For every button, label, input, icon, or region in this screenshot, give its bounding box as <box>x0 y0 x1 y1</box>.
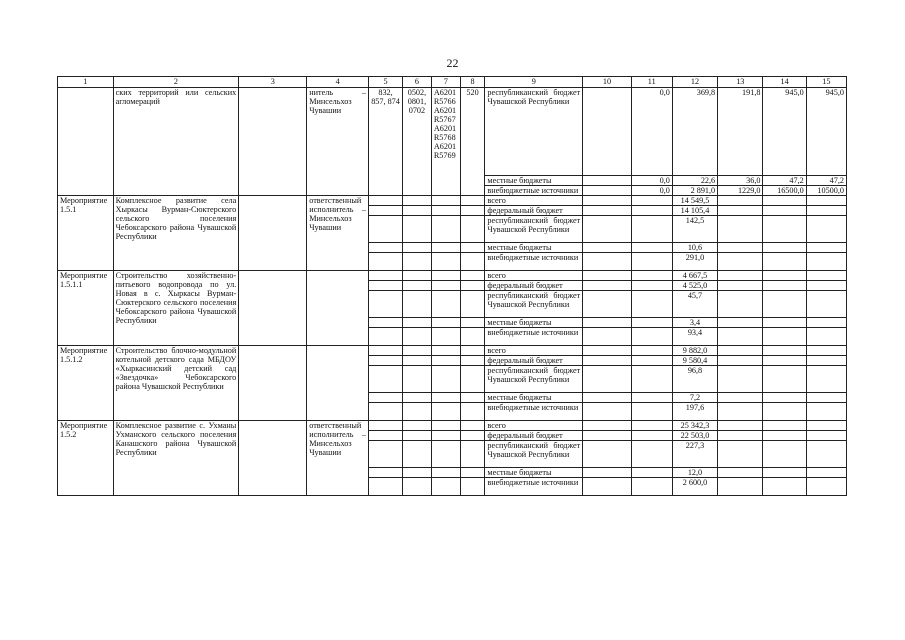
value-cell: 10500,0 <box>806 186 846 196</box>
empty-cell <box>631 393 672 403</box>
value-cell: 945,0 <box>763 88 806 176</box>
funding-source-cell: федеральный бюджет <box>485 281 583 291</box>
header-cell-4: 4 <box>307 77 369 88</box>
header-cell-7: 7 <box>431 77 460 88</box>
value-cell: 22 503,0 <box>672 431 717 441</box>
empty-cell <box>718 393 763 403</box>
empty-cell <box>403 291 432 318</box>
empty-cell <box>239 88 307 196</box>
empty-cell <box>369 281 403 291</box>
executor-cell <box>307 271 369 346</box>
empty-cell <box>369 291 403 318</box>
header-cell-2: 2 <box>113 77 239 88</box>
header-cell-9: 9 <box>485 77 583 88</box>
header-cell-13: 13 <box>718 77 763 88</box>
empty-cell <box>718 318 763 328</box>
empty-cell <box>403 216 432 243</box>
empty-cell <box>369 431 403 441</box>
empty-cell <box>583 328 631 346</box>
empty-cell <box>583 346 631 356</box>
empty-cell <box>369 346 403 356</box>
empty-cell <box>631 356 672 366</box>
empty-cell <box>763 468 806 478</box>
header-cell-5: 5 <box>369 77 403 88</box>
empty-cell <box>718 478 763 496</box>
empty-cell <box>583 393 631 403</box>
empty-cell <box>583 468 631 478</box>
empty-cell <box>583 186 631 196</box>
empty-cell <box>583 441 631 468</box>
empty-cell <box>631 346 672 356</box>
empty-cell <box>718 281 763 291</box>
empty-cell <box>460 421 485 431</box>
empty-cell <box>431 196 460 206</box>
value-cell: 45,7 <box>672 291 717 318</box>
empty-cell <box>806 196 846 206</box>
empty-cell <box>403 366 432 393</box>
empty-cell <box>718 253 763 271</box>
funding-source-cell: всего <box>485 271 583 281</box>
empty-cell <box>583 318 631 328</box>
value-cell: 1229,0 <box>718 186 763 196</box>
empty-cell <box>460 253 485 271</box>
empty-cell <box>460 403 485 421</box>
empty-cell <box>403 356 432 366</box>
label-cell <box>58 88 114 196</box>
empty-cell <box>718 441 763 468</box>
value-cell: 93,4 <box>672 328 717 346</box>
empty-cell <box>460 206 485 216</box>
value-cell: 25 342,3 <box>672 421 717 431</box>
empty-cell <box>460 393 485 403</box>
event-label-cell: Мероприятие 1.5.1.1 <box>58 271 114 346</box>
funding-source-cell: республиканский бюджет Чувашской Республики <box>485 441 583 468</box>
empty-cell <box>806 216 846 243</box>
value-cell: 47,2 <box>806 176 846 186</box>
value-cell: 12,0 <box>672 468 717 478</box>
empty-cell <box>460 281 485 291</box>
empty-cell <box>369 403 403 421</box>
empty-cell <box>583 431 631 441</box>
value-cell: 36,0 <box>718 176 763 186</box>
empty-cell <box>403 281 432 291</box>
empty-cell <box>431 281 460 291</box>
empty-cell <box>403 431 432 441</box>
empty-cell <box>763 393 806 403</box>
empty-cell <box>431 243 460 253</box>
empty-cell <box>431 468 460 478</box>
code-cell: 0502, 0801, 0702 <box>403 88 432 196</box>
value-cell: 291,0 <box>672 253 717 271</box>
value-cell: 369,8 <box>672 88 717 176</box>
empty-cell <box>763 281 806 291</box>
empty-cell <box>718 431 763 441</box>
header-row <box>58 77 847 88</box>
funding-source-cell: местные бюджеты <box>485 468 583 478</box>
value-cell: 2 891,0 <box>672 186 717 196</box>
table-row <box>58 271 847 281</box>
empty-cell <box>631 253 672 271</box>
value-cell: 14 105,4 <box>672 206 717 216</box>
empty-cell <box>806 441 846 468</box>
empty-cell <box>718 403 763 421</box>
funding-source-cell: республиканский бюджет Чувашской Республики <box>485 88 583 176</box>
empty-cell <box>403 243 432 253</box>
value-cell: 945,0 <box>806 88 846 176</box>
empty-cell <box>403 346 432 356</box>
empty-cell <box>369 366 403 393</box>
empty-cell <box>583 196 631 206</box>
empty-cell <box>583 88 631 176</box>
value-cell: 14 549,5 <box>672 196 717 206</box>
empty-cell <box>806 346 846 356</box>
empty-cell <box>369 328 403 346</box>
funding-source-cell: федеральный бюджет <box>485 206 583 216</box>
empty-cell <box>631 366 672 393</box>
event-label-cell: Мероприятие 1.5.1 <box>58 196 114 271</box>
empty-cell <box>718 421 763 431</box>
empty-cell <box>431 403 460 421</box>
page-number: 22 <box>446 56 459 70</box>
empty-cell <box>806 468 846 478</box>
empty-cell <box>763 206 806 216</box>
funding-source-cell: республиканский бюджет Чувашской Республики <box>485 366 583 393</box>
empty-cell <box>631 421 672 431</box>
empty-cell <box>403 271 432 281</box>
value-cell: 0,0 <box>631 186 672 196</box>
empty-cell <box>763 421 806 431</box>
empty-cell <box>631 431 672 441</box>
empty-cell <box>369 216 403 243</box>
empty-cell <box>718 206 763 216</box>
empty-cell <box>806 421 846 431</box>
empty-cell <box>806 271 846 281</box>
value-cell: 227,3 <box>672 441 717 468</box>
empty-cell <box>763 431 806 441</box>
empty-cell <box>369 206 403 216</box>
empty-cell <box>763 318 806 328</box>
empty-cell <box>718 271 763 281</box>
empty-cell <box>583 271 631 281</box>
empty-cell <box>763 196 806 206</box>
header-cell-8: 8 <box>460 77 485 88</box>
empty-cell <box>763 271 806 281</box>
empty-cell <box>369 421 403 431</box>
code-cell: A6201 R5766 A6201 R5767 A6201 R5768 A6201 R5769 <box>431 88 460 196</box>
empty-cell <box>631 478 672 496</box>
empty-cell <box>806 318 846 328</box>
funding-source-cell: местные бюджеты <box>485 243 583 253</box>
empty-cell <box>631 271 672 281</box>
header-cell-14: 14 <box>763 77 806 88</box>
empty-cell <box>431 421 460 431</box>
empty-cell <box>763 356 806 366</box>
empty-cell <box>718 243 763 253</box>
empty-cell <box>431 478 460 496</box>
funding-source-cell: всего <box>485 421 583 431</box>
empty-cell <box>583 403 631 421</box>
empty-cell <box>763 346 806 356</box>
empty-cell <box>631 243 672 253</box>
empty-cell <box>583 216 631 243</box>
empty-cell <box>403 468 432 478</box>
code-cell: 832, 857, 874 <box>369 88 403 196</box>
empty-cell <box>239 271 307 346</box>
empty-cell <box>369 196 403 206</box>
value-cell: 0,0 <box>631 88 672 176</box>
empty-cell <box>460 468 485 478</box>
executor-cell: ответственный исполнитель – Минсельхоз Чувашии <box>307 421 369 496</box>
empty-cell <box>431 216 460 243</box>
value-cell: 0,0 <box>631 176 672 186</box>
funding-source-cell: внебюджетные источники <box>485 186 583 196</box>
empty-cell <box>631 468 672 478</box>
empty-cell <box>431 441 460 468</box>
empty-cell <box>403 478 432 496</box>
empty-cell <box>583 243 631 253</box>
value-cell: 142,5 <box>672 216 717 243</box>
empty-cell <box>583 206 631 216</box>
empty-cell <box>431 356 460 366</box>
empty-cell <box>460 431 485 441</box>
value-cell: 96,8 <box>672 366 717 393</box>
empty-cell <box>806 281 846 291</box>
value-cell: 47,2 <box>763 176 806 186</box>
empty-cell <box>460 318 485 328</box>
empty-cell <box>763 216 806 243</box>
empty-cell <box>460 356 485 366</box>
header-cell-3: 3 <box>239 77 307 88</box>
event-name-cell: Строительство хозяйственно-питьевого водопровода по ул. Новая в с. Хыркасы Вурман-Сюктерского сельского поселения Чебоксарского района Чувашской Республики <box>113 271 239 346</box>
table-body <box>58 77 847 496</box>
empty-cell <box>239 196 307 271</box>
empty-cell <box>369 478 403 496</box>
empty-cell <box>460 441 485 468</box>
empty-cell <box>460 328 485 346</box>
empty-cell <box>763 403 806 421</box>
empty-cell <box>431 206 460 216</box>
header-cell-12: 12 <box>672 77 717 88</box>
empty-cell <box>631 206 672 216</box>
value-cell: 22,6 <box>672 176 717 186</box>
empty-cell <box>631 328 672 346</box>
code-cell: 520 <box>460 88 485 196</box>
empty-cell <box>403 206 432 216</box>
empty-cell <box>583 356 631 366</box>
empty-cell <box>403 253 432 271</box>
value-cell: 4 667,5 <box>672 271 717 281</box>
empty-cell <box>806 366 846 393</box>
table-row <box>58 421 847 431</box>
empty-cell <box>763 441 806 468</box>
empty-cell <box>460 366 485 393</box>
header-cell-11: 11 <box>631 77 672 88</box>
event-name-cell: ских территорий или сельских агломераций <box>113 88 239 196</box>
event-name-cell: Строительство блочно-модульной котельной детского сада МБДОУ «Хыркасинский детский сад «Звездочка» Чебоксарского района Чувашской Республики <box>113 346 239 421</box>
event-label-cell: Мероприятие 1.5.2 <box>58 421 114 496</box>
empty-cell <box>631 441 672 468</box>
value-cell: 3,4 <box>672 318 717 328</box>
empty-cell <box>431 291 460 318</box>
empty-cell <box>631 216 672 243</box>
empty-cell <box>763 291 806 318</box>
header-cell-6: 6 <box>403 77 432 88</box>
header-cell-15: 15 <box>806 77 846 88</box>
empty-cell <box>403 196 432 206</box>
empty-cell <box>369 253 403 271</box>
empty-cell <box>403 318 432 328</box>
empty-cell <box>631 403 672 421</box>
funding-source-cell: местные бюджеты <box>485 318 583 328</box>
empty-cell <box>403 441 432 468</box>
empty-cell <box>718 468 763 478</box>
funding-source-cell: федеральный бюджет <box>485 356 583 366</box>
funding-source-cell: всего <box>485 196 583 206</box>
empty-cell <box>460 346 485 356</box>
executor-cell: нитель – Минсельхоз Чувашии <box>307 88 369 196</box>
funding-source-cell: местные бюджеты <box>485 176 583 186</box>
funding-source-cell: республиканский бюджет Чувашской Республики <box>485 291 583 318</box>
empty-cell <box>806 393 846 403</box>
event-name-cell: Комплексное развитие с. Ухманы Ухманского сельского поселения Канашского района Чувашской Республики <box>113 421 239 496</box>
empty-cell <box>631 281 672 291</box>
funding-source-cell: внебюджетные источники <box>485 328 583 346</box>
table-row <box>58 196 847 206</box>
empty-cell <box>631 318 672 328</box>
empty-cell <box>583 478 631 496</box>
empty-cell <box>403 393 432 403</box>
empty-cell <box>369 468 403 478</box>
empty-cell <box>431 271 460 281</box>
value-cell: 191,8 <box>718 88 763 176</box>
empty-cell <box>369 441 403 468</box>
empty-cell <box>718 346 763 356</box>
executor-cell: ответственный исполнитель – Минсельхоз Чувашии <box>307 196 369 271</box>
empty-cell <box>431 431 460 441</box>
event-label-cell: Мероприятие 1.5.1.2 <box>58 346 114 421</box>
empty-cell <box>583 421 631 431</box>
empty-cell <box>460 271 485 281</box>
executor-cell <box>307 346 369 421</box>
funding-source-cell: внебюджетные источники <box>485 253 583 271</box>
table-row <box>58 88 847 176</box>
value-cell: 9 882,0 <box>672 346 717 356</box>
empty-cell <box>763 366 806 393</box>
empty-cell <box>369 318 403 328</box>
value-cell: 197,6 <box>672 403 717 421</box>
funding-source-cell: федеральный бюджет <box>485 431 583 441</box>
empty-cell <box>460 196 485 206</box>
empty-cell <box>369 393 403 403</box>
empty-cell <box>403 403 432 421</box>
empty-cell <box>583 281 631 291</box>
empty-cell <box>369 243 403 253</box>
empty-cell <box>806 253 846 271</box>
empty-cell <box>239 346 307 421</box>
value-cell: 7,2 <box>672 393 717 403</box>
empty-cell <box>763 253 806 271</box>
empty-cell <box>718 328 763 346</box>
empty-cell <box>806 403 846 421</box>
event-name-cell: Комплексное развитие села Хыркасы Вурман-Сюктерского сельского поселения Чебоксарского района Чувашской Республики <box>113 196 239 271</box>
empty-cell <box>403 421 432 431</box>
header-cell-1: 1 <box>58 77 114 88</box>
empty-cell <box>631 291 672 318</box>
value-cell: 16500,0 <box>763 186 806 196</box>
empty-cell <box>806 356 846 366</box>
empty-cell <box>583 366 631 393</box>
funding-source-cell: местные бюджеты <box>485 393 583 403</box>
header-cell-10: 10 <box>583 77 631 88</box>
funding-source-cell: внебюджетные источники <box>485 478 583 496</box>
empty-cell <box>460 478 485 496</box>
empty-cell <box>239 421 307 496</box>
funding-source-cell: всего <box>485 346 583 356</box>
empty-cell <box>718 366 763 393</box>
budget-table <box>57 76 847 496</box>
empty-cell <box>583 253 631 271</box>
empty-cell <box>806 291 846 318</box>
empty-cell <box>369 356 403 366</box>
empty-cell <box>763 328 806 346</box>
empty-cell <box>718 196 763 206</box>
empty-cell <box>583 291 631 318</box>
empty-cell <box>631 196 672 206</box>
empty-cell <box>718 356 763 366</box>
empty-cell <box>718 216 763 243</box>
empty-cell <box>763 478 806 496</box>
empty-cell <box>431 253 460 271</box>
empty-cell <box>583 176 631 186</box>
empty-cell <box>718 291 763 318</box>
value-cell: 10,6 <box>672 243 717 253</box>
value-cell: 4 525,0 <box>672 281 717 291</box>
empty-cell <box>403 328 432 346</box>
empty-cell <box>806 431 846 441</box>
funding-source-cell: внебюджетные источники <box>485 403 583 421</box>
empty-cell <box>763 243 806 253</box>
empty-cell <box>460 216 485 243</box>
table-row <box>58 346 847 356</box>
value-cell: 2 600,0 <box>672 478 717 496</box>
empty-cell <box>460 243 485 253</box>
empty-cell <box>806 328 846 346</box>
empty-cell <box>806 243 846 253</box>
empty-cell <box>806 478 846 496</box>
empty-cell <box>431 346 460 356</box>
empty-cell <box>431 366 460 393</box>
empty-cell <box>460 291 485 318</box>
value-cell: 9 580,4 <box>672 356 717 366</box>
funding-source-cell: республиканский бюджет Чувашской Республики <box>485 216 583 243</box>
empty-cell <box>431 318 460 328</box>
empty-cell <box>369 271 403 281</box>
empty-cell <box>431 393 460 403</box>
empty-cell <box>806 206 846 216</box>
empty-cell <box>431 328 460 346</box>
